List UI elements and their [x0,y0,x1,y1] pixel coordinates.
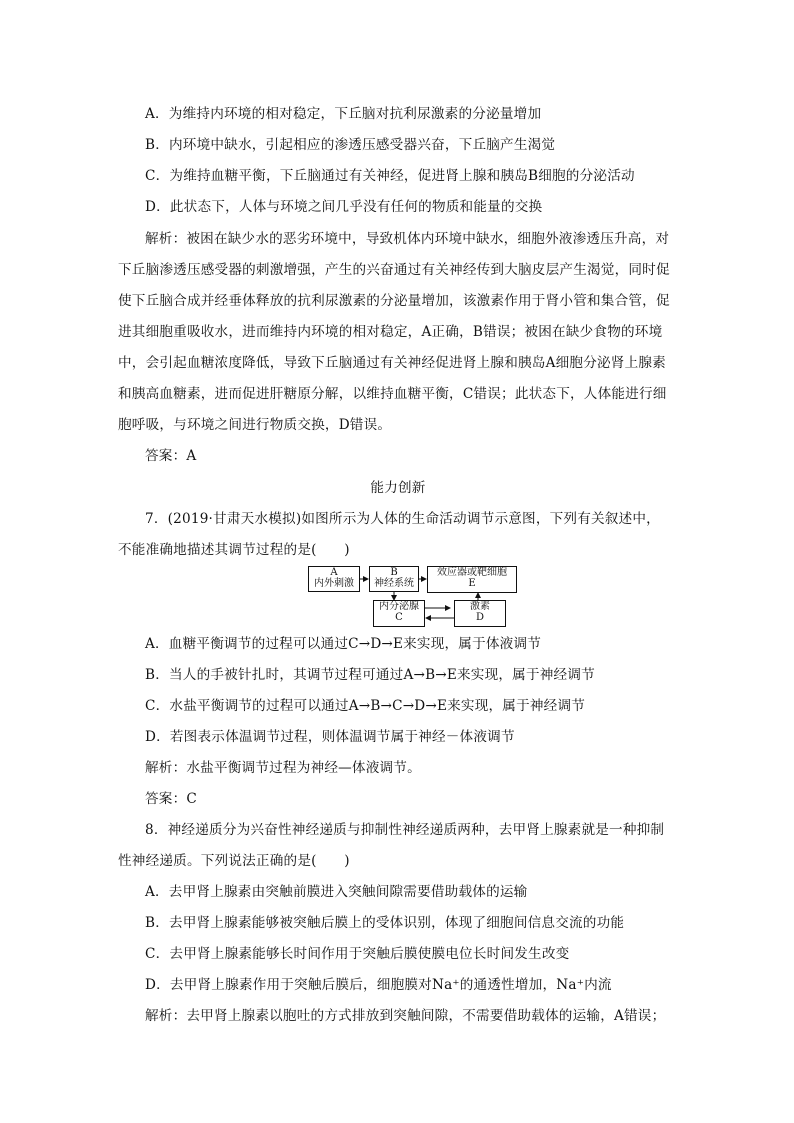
box-b-letter: B [390,567,398,578]
box-d-letter: D [475,612,485,623]
regulation-diagram [306,566,518,628]
q6-analysis-line: 进其细胞重吸收水，进而维持内环境的相对稳定，A正确，B错误；被困在缺少食物的环境 [118,324,663,340]
q6-option-c: C．为维持血糖平衡，下丘脑通过有关神经，促进肾上腺和胰岛B细胞的分泌活动 [145,168,635,184]
box-e-label: 效应器或靶细胞 [437,567,507,578]
q6-analysis-line: 使下丘脑合成并经垂体释放的抗利尿激素的分泌量增加，该激素作用于肾小管和集合管，促 [118,293,670,309]
q6-analysis-line: 下丘脑渗透压感受器的刺激增强，产生的兴奋通过有关神经传到大脑皮层产生渴觉，同时促 [118,262,670,278]
box-c-letter: C [395,612,403,623]
q6-analysis-line: 中，会引起血糖浓度降低，导致下丘脑通过有关神经促进肾上腺和胰岛A细胞分泌肾上腺素 [118,355,666,371]
q7-option-a: A．血糖平衡调节的过程可以通过C→D→E来实现，属于体液调节 [145,636,542,652]
q7-option-b: B．当人的手被针扎时，其调节过程可通过A→B→E来实现，属于神经调节 [145,667,595,683]
box-e [427,566,517,593]
q7-analysis: 解析：水盐平衡调节过程为神经—体液调节。 [145,760,421,776]
q7-option-c: C．水盐平衡调节的过程可以通过A→B→C→D→E来实现，属于神经调节 [145,698,586,714]
box-b-label: 神经系统 [374,578,414,589]
box-a-label: 内外刺激 [314,578,354,589]
box-e-letter: E [468,578,476,589]
box-c [373,600,425,627]
q8-stem-line-2: 性神经递质。下列说法正确的是( ) [118,853,350,869]
q6-option-d: D．此状态下，人体与环境之间几乎没有任何的物质和能量的交换 [145,199,543,215]
box-b [369,566,419,592]
box-c-label: 内分泌腺 [379,601,419,612]
q7-stem-line-1: 7．(2019·甘肃天水模拟)如图所示为人体的生命活动调节示意图，下列有关叙述中， [145,511,660,527]
q6-option-a: A．为维持内环境的相对稳定，下丘脑对抗利尿激素的分泌量增加 [145,106,542,122]
q6-option-b: B．内环境中缺水，引起相应的渗透压感受器兴奋，下丘脑产生渴觉 [145,137,556,153]
box-d-label: 激素 [470,601,490,612]
q7-answer: 答案：C [145,791,197,807]
q6-analysis-line: 和胰高血糖素，进而促进肝糖原分解，以维持血糖平衡，C错误；此状态下，人体能进行细 [118,386,667,402]
q6-analysis-line: 胞呼吸，与环境之间进行物质交换，D错误。 [118,417,392,433]
q7-option-d: D．若图表示体温调节过程，则体温调节属于神经－体液调节 [145,729,515,745]
q8-stem-line-1: 8．神经递质分为兴奋性神经递质与抑制性神经递质两种，去甲肾上腺素就是一种抑制 [145,822,665,838]
q8-option-b: B．去甲肾上腺素能够被突触后膜上的受体识别，体现了细胞间信息交流的功能 [145,915,625,931]
box-d [454,600,506,627]
box-a [308,566,360,592]
q8-option-c: C．去甲肾上腺素能够长时间作用于突触后膜使膜电位长时间发生改变 [145,946,570,962]
q6-answer: 答案：A [145,448,197,464]
q8-analysis: 解析：去甲肾上腺素以胞吐的方式排放到突触间隙，不需要借助载体的运输，A错误； [145,1008,666,1024]
q7-stem-line-2: 不能准确地描述其调节过程的是( ) [118,542,350,558]
q6-analysis-line: 解析：被困在缺少水的恶劣环境中，导致机体内环境中缺水，细胞外液渗透压升高，对 [145,231,670,247]
section-title: 能力创新 [370,480,426,496]
box-a-letter: A [330,567,338,578]
q8-option-d: D．去甲肾上腺素作用于突触后膜后，细胞膜对Na⁺的通透性增加，Na⁺内流 [145,977,612,993]
q8-option-a: A．去甲肾上腺素由突触前膜进入突触间隙需要借助载体的运输 [145,884,528,900]
